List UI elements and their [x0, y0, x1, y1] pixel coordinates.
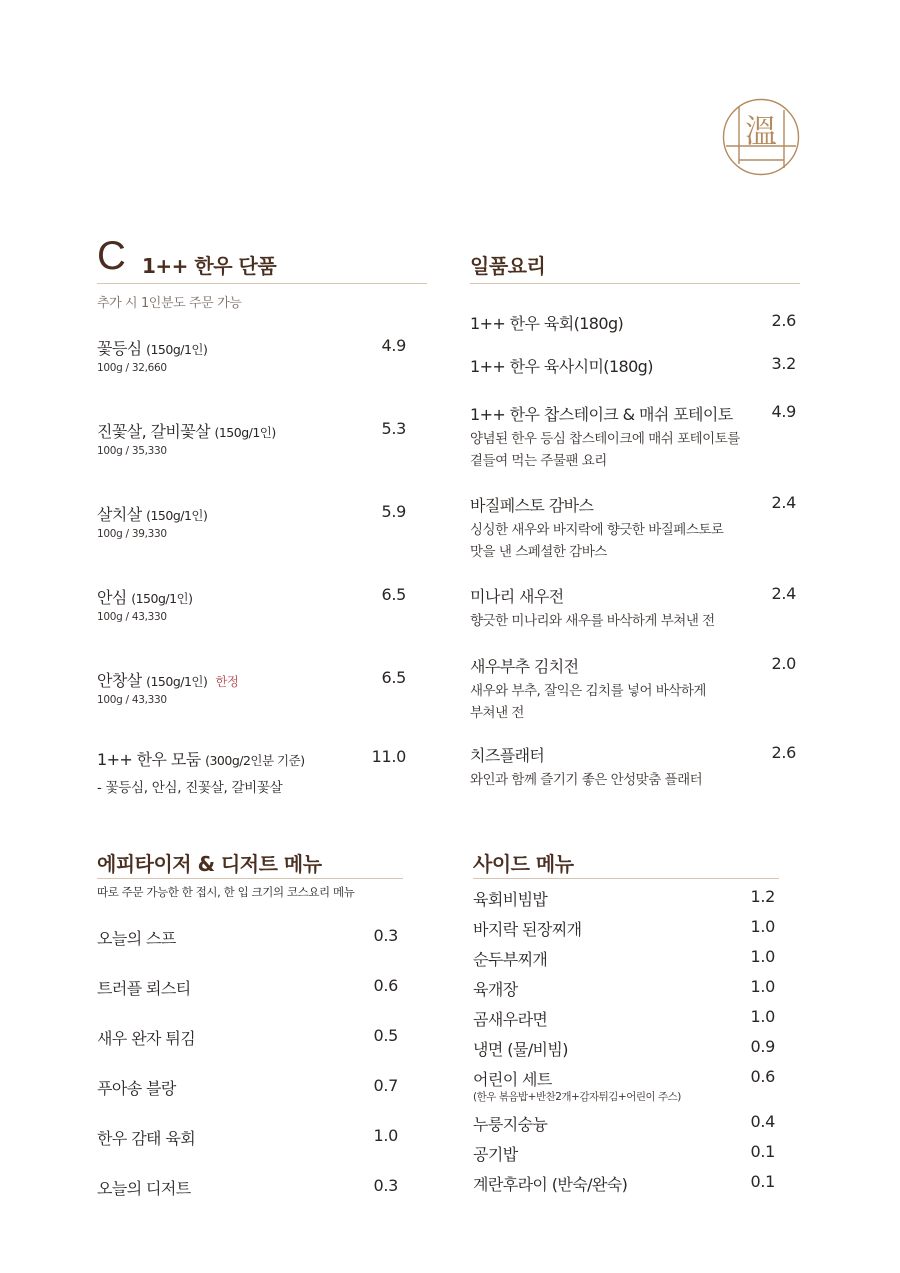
side-section	[473, 844, 779, 879]
item-spec: (150g/1인)	[214, 425, 276, 440]
hanwoo-title: 1++ 한우 단품	[142, 254, 277, 278]
menu-item	[470, 584, 796, 644]
ilpum-header	[470, 236, 800, 284]
side-header	[473, 844, 779, 879]
menu-item	[97, 1026, 398, 1050]
menu-item-name: 공기밥	[473, 1145, 518, 1164]
menu-item-name: 육회비빔밥	[473, 890, 548, 909]
menu-item-name: 1++ 한우 육회(180g)	[470, 314, 624, 333]
menu-item	[473, 977, 775, 1001]
menu-item-price: 6.5	[381, 585, 406, 604]
restaurant-logo	[722, 98, 800, 176]
menu-item	[97, 1126, 398, 1150]
menu-item	[97, 502, 406, 552]
hanwoo-section	[97, 234, 427, 311]
menu-item-name	[97, 585, 193, 608]
menu-item-price: 4.9	[381, 336, 406, 355]
menu-item-description: 새우와 부추, 잘익은 김치를 넣어 바삭하게	[470, 683, 706, 699]
menu-item	[473, 1142, 775, 1166]
menu-item-name: 1++ 한우 육사시미(180g)	[470, 357, 653, 376]
side-list	[473, 887, 775, 1207]
menu-item-price: 0.6	[373, 976, 398, 995]
menu-item	[470, 493, 796, 560]
menu-item-name: 오늘의 스프	[97, 929, 176, 948]
menu-item	[97, 336, 406, 386]
menu-item-price: 1.2	[750, 887, 775, 906]
menu-item	[473, 1067, 775, 1107]
menu-item	[473, 947, 775, 971]
menu-item	[97, 976, 398, 1000]
menu-item-description: 맛을 낸 스페셜한 감바스	[470, 544, 607, 560]
menu-item-name: 냉면 (물/비빔)	[473, 1040, 568, 1059]
menu-item-description: 부쳐낸 전	[470, 705, 524, 721]
menu-item-price: 2.6	[771, 311, 796, 330]
menu-item-price: 0.1	[750, 1142, 775, 1161]
hanwoo-list	[97, 336, 406, 806]
limited-badge: 한정	[215, 674, 239, 689]
menu-item-name: 어린이 세트	[473, 1070, 552, 1089]
menu-item-name	[97, 747, 305, 770]
appetizer-header	[97, 844, 403, 879]
appetizer-title: 에피타이저 & 디저트 메뉴	[97, 852, 322, 876]
menu-item-name: 바지락 된장찌개	[473, 920, 582, 939]
menu-item-name	[97, 419, 276, 442]
menu-item-note: (한우 볶음밥+반찬2개+감자튀김+어린이 주스)	[473, 1091, 681, 1103]
appetizer-section	[97, 844, 403, 899]
menu-item-price: 3.2	[771, 354, 796, 373]
menu-item	[470, 402, 796, 469]
menu-item-description: 곁들여 먹는 주물팬 요리	[470, 453, 607, 469]
menu-item-name: 곰새우라면	[473, 1010, 548, 1029]
menu-item	[97, 419, 406, 469]
menu-item-price: 0.6	[750, 1067, 775, 1086]
ilpum-section	[470, 236, 800, 284]
menu-item-price: 2.4	[771, 584, 796, 603]
menu-item	[473, 1112, 775, 1136]
menu-item-price: 1.0	[750, 947, 775, 966]
menu-item-name: 누룽지숭늉	[473, 1115, 548, 1134]
menu-item-detail: 100g / 32,660	[97, 362, 167, 374]
menu-item	[473, 1037, 775, 1061]
menu-item	[97, 1176, 398, 1200]
menu-item	[473, 917, 775, 941]
menu-item-description: 향긋한 미나리와 새우를 바삭하게 부쳐낸 전	[470, 613, 715, 629]
menu-item-name: 육개장	[473, 980, 518, 999]
menu-item	[470, 654, 796, 721]
menu-item-name	[97, 336, 207, 359]
item-name-text: 진꽃살, 갈비꽃살	[97, 422, 210, 441]
menu-item-detail: 100g / 43,330	[97, 611, 167, 623]
appetizer-subtitle: 따로 주문 가능한 한 접시, 한 입 크기의 코스요리 메뉴	[97, 885, 355, 899]
svg-text:溫: 溫	[744, 112, 778, 150]
menu-item-name	[97, 668, 238, 691]
menu-item-price: 0.9	[750, 1037, 775, 1056]
menu-item	[97, 1076, 398, 1100]
ilpum-list	[470, 311, 796, 801]
item-name-text: 안심	[97, 588, 127, 607]
menu-item-price: 0.4	[750, 1112, 775, 1131]
item-name-text: 살치살	[97, 505, 142, 524]
menu-item-price: 11.0	[371, 747, 406, 766]
menu-item-description: 양념된 한우 등심 찹스테이크에 매쉬 포테이토를	[470, 431, 740, 447]
menu-item-price: 0.7	[373, 1076, 398, 1095]
menu-item	[470, 743, 796, 803]
menu-item-price: 1.0	[750, 1007, 775, 1026]
menu-item	[473, 1172, 775, 1196]
hanwoo-subtitle: 추가 시 1인분도 주문 가능	[97, 296, 242, 311]
menu-item-description: 싱싱한 새우와 바지락에 향긋한 바질페스토로	[470, 522, 724, 538]
menu-item-name: 오늘의 디저트	[97, 1179, 191, 1198]
menu-item-name: 푸아송 블랑	[97, 1079, 176, 1098]
menu-item-price: 0.3	[373, 926, 398, 945]
menu-item-name: 한우 감태 육회	[97, 1129, 196, 1148]
menu-item-description: 와인과 함께 즐기기 좋은 안성맞춤 플래터	[470, 772, 703, 788]
menu-item-price: 2.0	[771, 654, 796, 673]
menu-item-price: 4.9	[771, 402, 796, 421]
item-name-text: 꽃등심	[97, 339, 142, 358]
menu-item-price: 5.3	[381, 419, 406, 438]
ilpum-title: 일품요리	[470, 254, 546, 278]
menu-item-name: 계란후라이 (반숙/완숙)	[473, 1175, 628, 1194]
menu-item-price: 0.5	[373, 1026, 398, 1045]
menu-item-price: 5.9	[381, 502, 406, 521]
menu-item-name: 새우 완자 튀김	[97, 1029, 196, 1048]
side-title: 사이드 메뉴	[473, 852, 574, 876]
menu-item	[97, 585, 406, 635]
menu-item-name: 새우부추 김치전	[470, 657, 579, 676]
menu-item-name	[97, 502, 207, 525]
menu-item-detail: 100g / 35,330	[97, 445, 167, 457]
menu-item-name: 바질페스토 감바스	[470, 496, 594, 515]
menu-item-price: 1.0	[750, 917, 775, 936]
menu-item-name: 치즈플래터	[470, 746, 545, 765]
appetizer-list	[97, 926, 398, 1206]
hanwoo-header	[97, 236, 427, 284]
item-spec: (300g/2인분 기준)	[205, 753, 305, 768]
item-spec: (150g/1인)	[131, 591, 193, 606]
menu-item-detail: 100g / 43,330	[97, 694, 167, 706]
item-spec: (150g/1인)	[146, 342, 208, 357]
menu-item-name: 순두부찌개	[473, 950, 548, 969]
menu-item	[473, 1007, 775, 1031]
menu-item-name: 트러플 뢰스티	[97, 979, 191, 998]
menu-item-name: 미나리 새우전	[470, 587, 564, 606]
item-spec: (150g/1인)	[146, 674, 208, 689]
item-name-text: 1++ 한우 모둠	[97, 750, 201, 769]
menu-item-price: 1.0	[373, 1126, 398, 1145]
menu-item-name: 1++ 한우 찹스테이크 & 매쉬 포테이토	[470, 405, 733, 424]
item-spec: (150g/1인)	[146, 508, 208, 523]
menu-item-detail: 100g / 39,330	[97, 528, 167, 540]
menu-item-price: 0.1	[750, 1172, 775, 1191]
menu-item	[97, 747, 406, 797]
menu-item	[473, 887, 775, 911]
section-badge: C	[97, 234, 126, 278]
menu-item-price: 2.6	[771, 743, 796, 762]
menu-item-price: 1.0	[750, 977, 775, 996]
menu-item-detail: - 꽃등심, 안심, 진꽃살, 갈비꽃살	[97, 780, 283, 796]
menu-item	[97, 668, 406, 718]
menu-item	[97, 926, 398, 950]
menu-item-price: 2.4	[771, 493, 796, 512]
menu-item-price: 6.5	[381, 668, 406, 687]
menu-item-price: 0.3	[373, 1176, 398, 1195]
item-name-text: 안창살	[97, 671, 142, 690]
